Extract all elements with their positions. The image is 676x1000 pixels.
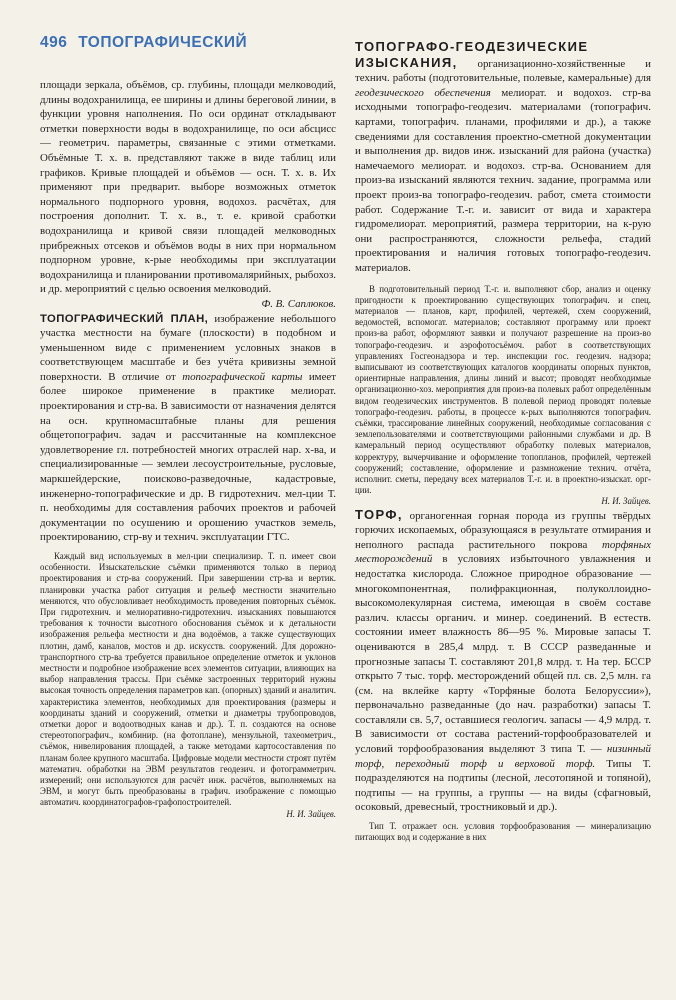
article-author: Н. И. Зайцев. [601, 496, 651, 507]
continued-article-text: площади зеркала, объёмов, ср. глубины, площади мелководий, длины водохранилища, ее ширины и длины береговой линии, в функции уровня наполнения. По оси ординат откладывают отметки поверхности воды в водохранилище, по оси абсцисс — геометрич. параметры, связанные с этими отметками. Объёмные Т. х. в. представляют также в виде таблиц или графиков. Кривые площадей и объёмов — осн. Т. х. в. Их применяют при предварит. выборе возможных отметок нормального подпорного уровня, водохоз. расчётах, для построения дополнит. Т. х. в., т. е. кривой сработки водохранилища и кривой связи площадей мелководных прибрежных отсеков и объёмов воды в них при нормальном подпорном уровне, к-рые необходимы при эксплуатации водохранилища и планировании противомалярийных, рыбохоз. и др. мероприятий с целью освоения мелководий. [40, 79, 336, 296]
page-number: 496 [40, 34, 68, 51]
article-author: Н. И. Зайцев. [286, 808, 336, 819]
running-title: ТОПОГРАФИЧЕСКИЙ [78, 34, 248, 51]
continued-article-author: Ф. В. Саплюков. [261, 297, 336, 310]
article-peat: ТОРФ, органогенная горная порода из группы твёрдых горючих ископаемых, образующаяся в результате отмирания и неполного распада растительного покрова торфяных месторождений в условиях избыточного увлажнения и недостатка кислорода. Сложное природное образование — многокомпонентная, полифракционная, полуколлоидно-высокомолекулярная система, имеющая в своём составе различ. классы органич. и минер. соединений. В естеств. состоянии имеет влажность 86—95 %. Мировые запасы Т. оцениваются в 285,4 млрд. т. В СССР разведанные и прогнозные запасы Т. составляют 201,8 млрд. т. На тер. БССР открыто 7 тыс. торф. месторождений общей пл. св. 2,5 млн. га (см. на вклейке карту «Торфяные болота Белоруссии»), первоначально разведанные (до нач. разработки) запасы Т. составляли св. 5,7, оставшиеся геологич. запасы — 4,9 млрд. т. В зависимости от состава растений-торфообразователей и условий торфообразования выделяют 3 типа Т. — низинный торф, переходный торф и верховой торф. Типы Т. подразделяются на подтипы (лесной, лесотопяной и топяной), подтипы — на группы, а группы — на виды (сфагновый, осоковый, древесный, тростниковый и др.). [355, 506, 651, 814]
article-heading: ТОРФ, [355, 506, 403, 522]
article-small-print: В подготовительный период Т.-г. и. выполняют сбор, анализ и оценку пригодности к проектированию существующих топографич. и спец. материалов — планов, карт, профилей, чертежей, схем сооружений, ведомостей, вспомогат. материалов; составляют программу или проект произ-ва работ, оформляют заявки и получают разрешение на произ-во топографо-геодезич. и аэрофотосъёмоч. работ в соответствующих управлениях Госгеонадзора и тер. инспекции гос. геодезич. надзора; выписывают из соответствующих каталогов координаты опорных пунктов, ориентирные направления, длины линий и высот; проводят необходимые организационно-хоз. мероприятия для произ-ва полевых работ определённым видом геодезических инструментов. В полевой период проводят полевые топографо-геодезич. работы, в процессе к-рых выполняются топографич. съёмки, трассирование линейных сооружений, необходимые согласования с землепользователями и соответствующими районными службами и др. В камеральный период осуществляют обработку полевых материалов, корректуру, вычерчивание и оформление топопланов, профилей, чертежей сооружений; составление, оформление и размножение технич. отчёта, исполнит. сметы, передачу всех материалов Т.-г. и. в проектно-изыскат. орг-ции. [355, 283, 651, 496]
article-small-print: Тип Т. отражает осн. условия торфообразования — минерализацию питающих вод и содержание в них [355, 821, 651, 843]
running-header [40, 34, 247, 52]
article-small-print: Каждый вид используемых в мел-ции специализир. Т. п. имеет свои особенности. Изыскательские съёмки применяются только в период проектирования и стр-ва сооружений. При завершении стр-ва и вертик. планировки участка работ ситуация и рельеф местности значительно меняются, что обусловливает необходимость проведения повторных съёмок. При гидротехнич. и мелиоративно-гидротехнич. изысканиях повышаются требования к точности высотного обоснования съёмок и к детальности изображения рельефа местности и дна водоёмов, а также существующих плотин, дамб, каналов, мостов и др. искусств. сооружений. Для дорожно-транспортного стр-ва требуется правильное определение отметок и уклонов местности и подробное изображение всех элементов ситуации, влияющих на выбор направления трассы. При съёмке застроенных территорий нужны высокая точность определения параметров кап. (опорных) зданий и аналитич. характеристика элементов, необходимых для проектирования (размеры и координаты зданий и сооружений, отметки и диаметры трубопроводов, отметки дорог и водоотводных канав и др.). Т. п. создаются на основе стереотопографич., комбинир. (на фотоплане), мензульной, тахеометрич., съёмок, нивелирования площадей, а также методами картосоставления по планам более крупного масштаба. Цифровые модели местности строят путём математич. обработки на ЭВМ результатов геодезич. и фотограмметрич. измерений; они используются для расчёт инж. расчётов, выполняемых на ЭВМ, и могут быть преобразованы в графич. изображение с помощью автоматич. координатографов-графопостроителей. [40, 551, 336, 808]
left-column [40, 78, 336, 820]
article-heading: ТОПОГРАФО-ГЕОДЕЗИЧЕСКИЕ ИЗЫСКАНИЯ, [355, 39, 589, 70]
article-heading: ТОПОГРАФИЧЕСКИЙ ПЛАН, [40, 312, 209, 325]
right-column [355, 40, 651, 843]
article-topo-geodetic-surveys: ТОПОГРАФО-ГЕОДЕЗИЧЕСКИЕ ИЗЫСКАНИЯ, организационно-хозяйственные и технич. работы (подготовительные, полевые, камеральные) для геодезического обеспечения мелиорат. и водохоз. стр-ва исходными топографо-геодезич. материалами (топографич. картами, топографич. планами, профилями и др.), а также сведениями для составления проектно-сметной документации и выполнения др. видов инж. изысканий для района (участка) намечаемого мелиорат. и водохоз. стр-ва. Основанием для произ-ва изысканий являются технич. задание, программа или проект произ-ва топографо-геодезич. работ, смета стоимости работ. Содержание Т.-г. и. зависит от вида и характера гидромелиорат. мероприятий, размера территории, на к-рую они распространяются, сложности рельефа, стадий проектирования и наличия готовых топографо-геодезич. материалов. [355, 39, 652, 274]
article-topographic-plan: ТОПОГРАФИЧЕСКИЙ ПЛАН, изображение небольшого участка местности на бумаге (плоскости) в подобном и уменьшенном виде с применением условных знаков в соответствующем масштабе и без учёта кривизны земной поверхности. В отличие от топографической карты имеет более широкое применение в практике мелиорат. проектирования и стр-ва. В зависимости от назначения делятся на осн. крупномасштабные планы для решения общетопографич. задач и рассчитанные на комплексное удовлетворение гл. потребностей многих отраслей нар. х-ва, и специализированные — землеи лесоустроительные, русловые, маркшейдерские, поисково-разведочные, кадастровые, инженерно-топографические и др. В гидротехнич. мел-ции Т. п. необходимы для составления рабочих проектов и рабочей документации по осушению и орошению участков земель, проектированию, стр-ву и технич. эксплуатации ГТС. [40, 312, 336, 544]
